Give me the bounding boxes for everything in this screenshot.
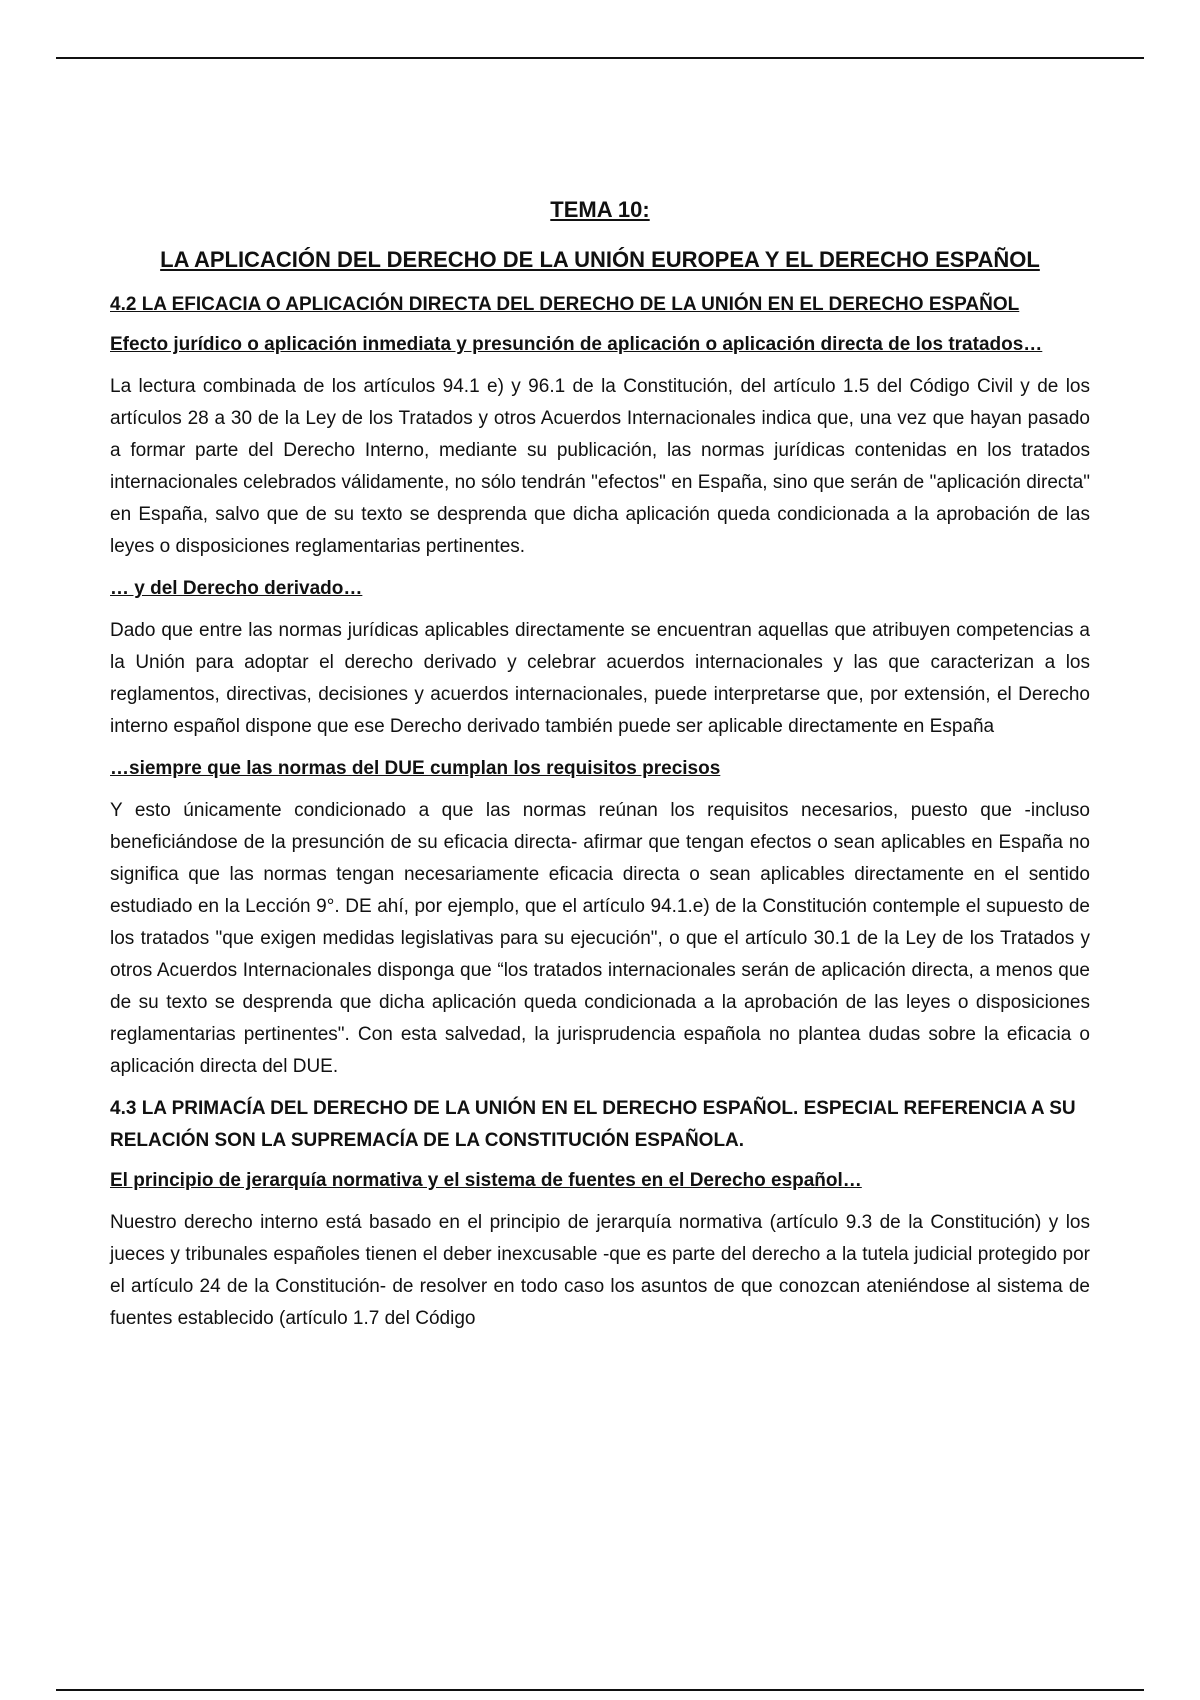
subheading-derecho-derivado: … y del Derecho derivado…: [110, 578, 363, 599]
section-4-3-heading: 4.3 LA PRIMACÍA DEL DERECHO DE LA UNIÓN EN EL DERECHO ESPAÑOL. ESPECIAL REFERENCIA A SU RELACIÓN SON LA SUPREMACÍA DE LA CONSTITUCIÓN ESPAÑOLA.: [110, 1098, 1076, 1151]
subheading-efecto-juridico: Efecto jurídico o aplicación inmediata y presunción de aplicación o aplicación directa de los tratados…: [110, 334, 1043, 355]
subheading-jerarquia-normativa: El principio de jerarquía normativa y el sistema de fuentes en el Derecho español…: [110, 1170, 862, 1191]
section-4-2: [110, 289, 1090, 1083]
section-4-3: [110, 1093, 1090, 1335]
document-title: LA APLICACIÓN DEL DERECHO DE LA UNIÓN EUROPEA Y EL DERECHO ESPAÑOL: [160, 247, 1040, 272]
section-4-2-heading: 4.2 LA EFICACIA O APLICACIÓN DIRECTA DEL DERECHO DE LA UNIÓN EN EL DERECHO ESPAÑOL: [110, 294, 1020, 315]
paragraph-derecho-derivado: Dado que entre las normas jurídicas aplicables directamente se encuentran aquellas que atribuyen competencias a la Unión para adoptar el derecho derivado y celebrar acuerdos internacionales y las que caracterizan a los reglamentos, directivas, decisiones y acuerdos internacionales, puede interpretarse que, por extensión, el Derecho interno español dispone que ese Derecho derivado también puede ser aplicable directamente en España: [110, 620, 1090, 737]
paragraph-requisitos: Y esto únicamente condicionado a que las normas reúnan los requisitos necesarios, puesto que -incluso beneficiándose de la presunción de su eficacia directa- afirmar que tengan efectos o sean aplicables en España no significa que las normas tengan necesariamente eficacia directa o sean aplicables directamente en el sentido estudiado en la Lección 9°. DE ahí, por ejemplo, que el artículo 94.1.e) de la Constitución contemple el supuesto de los tratados "que exigen medidas legislativas para su ejecución", o que el artículo 30.1 de la Ley de los Tratados y otros Acuerdos Internacionales disponga que “los tratados internacionales serán de aplicación directa, a menos que de su texto se desprenda que dicha aplicación queda condicionada a la aprobación de las leyes o disposiciones reglamentarias pertinentes". Con esta salvedad, la jurisprudencia española no plantea dudas sobre la eficacia o aplicación directa del DUE.: [110, 800, 1090, 1077]
document-title-topic: TEMA 10:: [550, 197, 650, 222]
paragraph-lectura-combinada: La lectura combinada de los artículos 94.1 e) y 96.1 de la Constitución, del artículo 1.5 del Código Civil y de los artículos 28 a 30 de la Ley de los Tratados y otros Acuerdos Internacionales indica que, una vez que hayan pasado a formar parte del Derecho Interno, mediante su publicación, las normas jurídicas contenidas en los tratados internacionales celebrados válidamente, no sólo tendrán "efectos" en España, sino que serán de "aplicación directa" en España, salvo que de su texto se desprenda que dicha aplicación queda condicionada a la aprobación de las leyes o disposiciones reglamentarias pertinentes.: [110, 376, 1090, 557]
subheading-requisitos-precisos: …siempre que las normas del DUE cumplan los requisitos precisos: [110, 758, 721, 779]
paragraph-jerarquia-normativa: Nuestro derecho interno está basado en el principio de jerarquía normativa (artículo 9.3 de la Constitución) y los jueces y tribunales españoles tienen el deber inexcusable -que es parte del derecho a la tutela judicial protegido por el artículo 24 de la Constitución- de resolver en todo caso los asuntos de que conozcan ateniéndose al sistema de fuentes establecido (artículo 1.7 del Código: [110, 1212, 1090, 1329]
footer-rule: [56, 1689, 1144, 1691]
document-body: [110, 196, 1090, 1345]
header-rule: [56, 57, 1144, 59]
